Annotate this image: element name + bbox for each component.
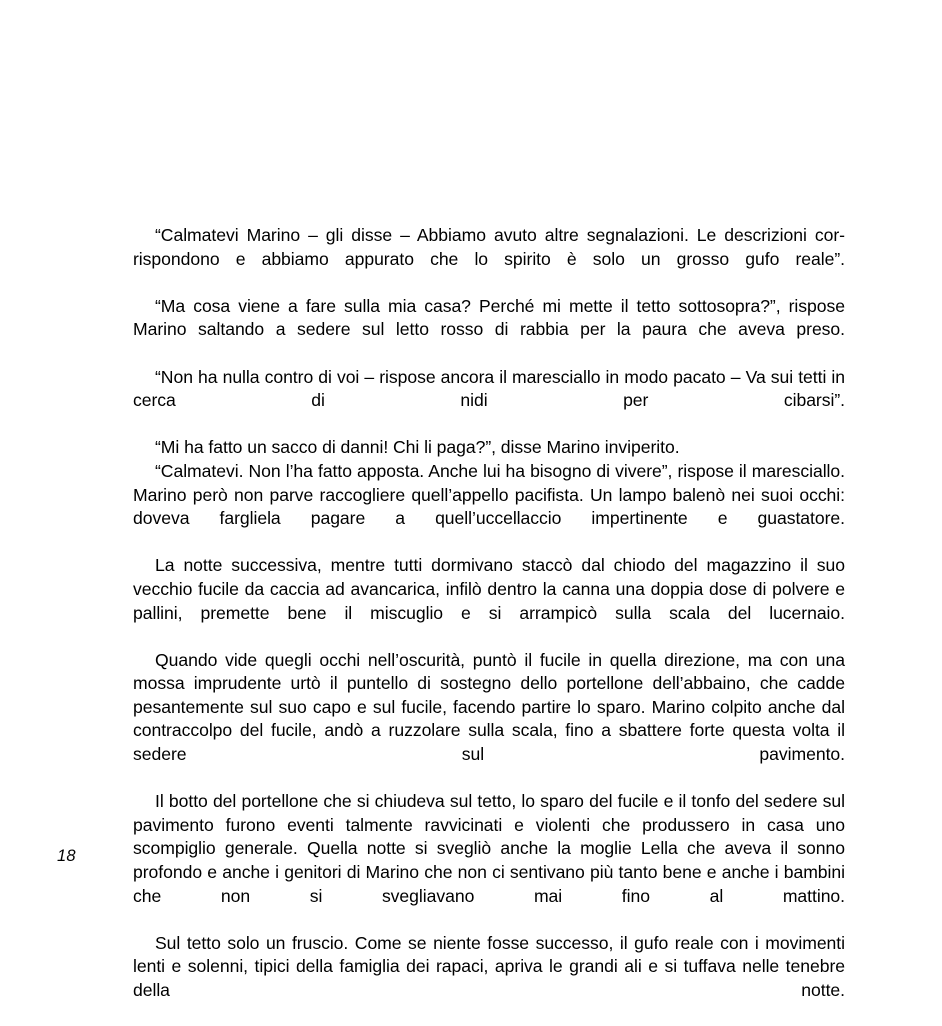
paragraph: “Ma cosa viene a fare sulla mia casa? Perché mi mette il tetto sottosopra?”, rispose Marino saltando a sedere sul letto rosso di rabbia per la paura che aveva preso. [133,295,845,340]
page-number: 18 [57,847,76,865]
body-text-column [133,224,845,1026]
paragraph: Il botto del portellone che si chiudeva sul tetto, lo sparo del fucile e il tonfo del sedere sul pavimento furono eventi talmente ravvicinati e violenti che produssero in casa uno scompiglio generale. Quella notte si svegliò anche la moglie Lella che aveva il sonno profondo e anche i genitori di Marino che non ci sentivano più tanto bene e anche i bambini che non si svegliavano mai fino al mattino. [133,791,845,906]
paragraph: Quando vide quegli occhi nell’oscurità, puntò il fucile in quella direzione, ma con una mossa imprudente urtò il puntello di sostegno dello portellone dell’abbaino, che cadde pesantemente sul suo capo e sul fucile, facendo partire lo sparo. Marino colpito anche dal contraccolpo del fucile, andò a ruzzolare sulla scala, fino a sbattere forte questa volta il sedere sul pavimento. [133,649,845,765]
paragraph: “Calmatevi Marino – gli disse – Abbiamo avuto altre segnalazioni. Le descrizioni corrispondono e abbiamo appurato che lo spirito è solo un grosso gufo reale”. [133,225,845,269]
paragraph: “Mi ha fatto un sacco di danni! Chi li paga?”, disse Marino inviperito. [155,437,680,458]
paragraph: “Calmatevi. Non l’ha fatto apposta. Anche lui ha bisogno di vivere”, rispose il maresciallo. Marino però non parve raccogliere quell’appello pacifista. Un lampo balenò nei suoi occhi: doveva fargliela pagare a quell’uccellaccio impertinente e guastatore. [133,460,845,529]
paragraph: La notte successiva, mentre tutti dormivano staccò dal chiodo del magazzino il suo vecchio fucile da caccia ad avancarica, infilò dentro la canna una doppia dose di polvere e pallini, premette bene il miscuglio e si arrampicò sulla scala del lucernaio. [133,555,845,623]
paragraph: “Non ha nulla contro di voi – rispose ancora il maresciallo in modo pacato – Va sui tetti in cerca di nidi per cibarsi”. [133,366,845,411]
paragraph: Sul tetto solo un fruscio. Come se niente fosse successo, il gufo reale con i movimenti lenti e solenni, tipici della famiglia dei rapaci, apriva le grandi ali e si tuffava nelle tenebre della notte. [133,932,845,1000]
